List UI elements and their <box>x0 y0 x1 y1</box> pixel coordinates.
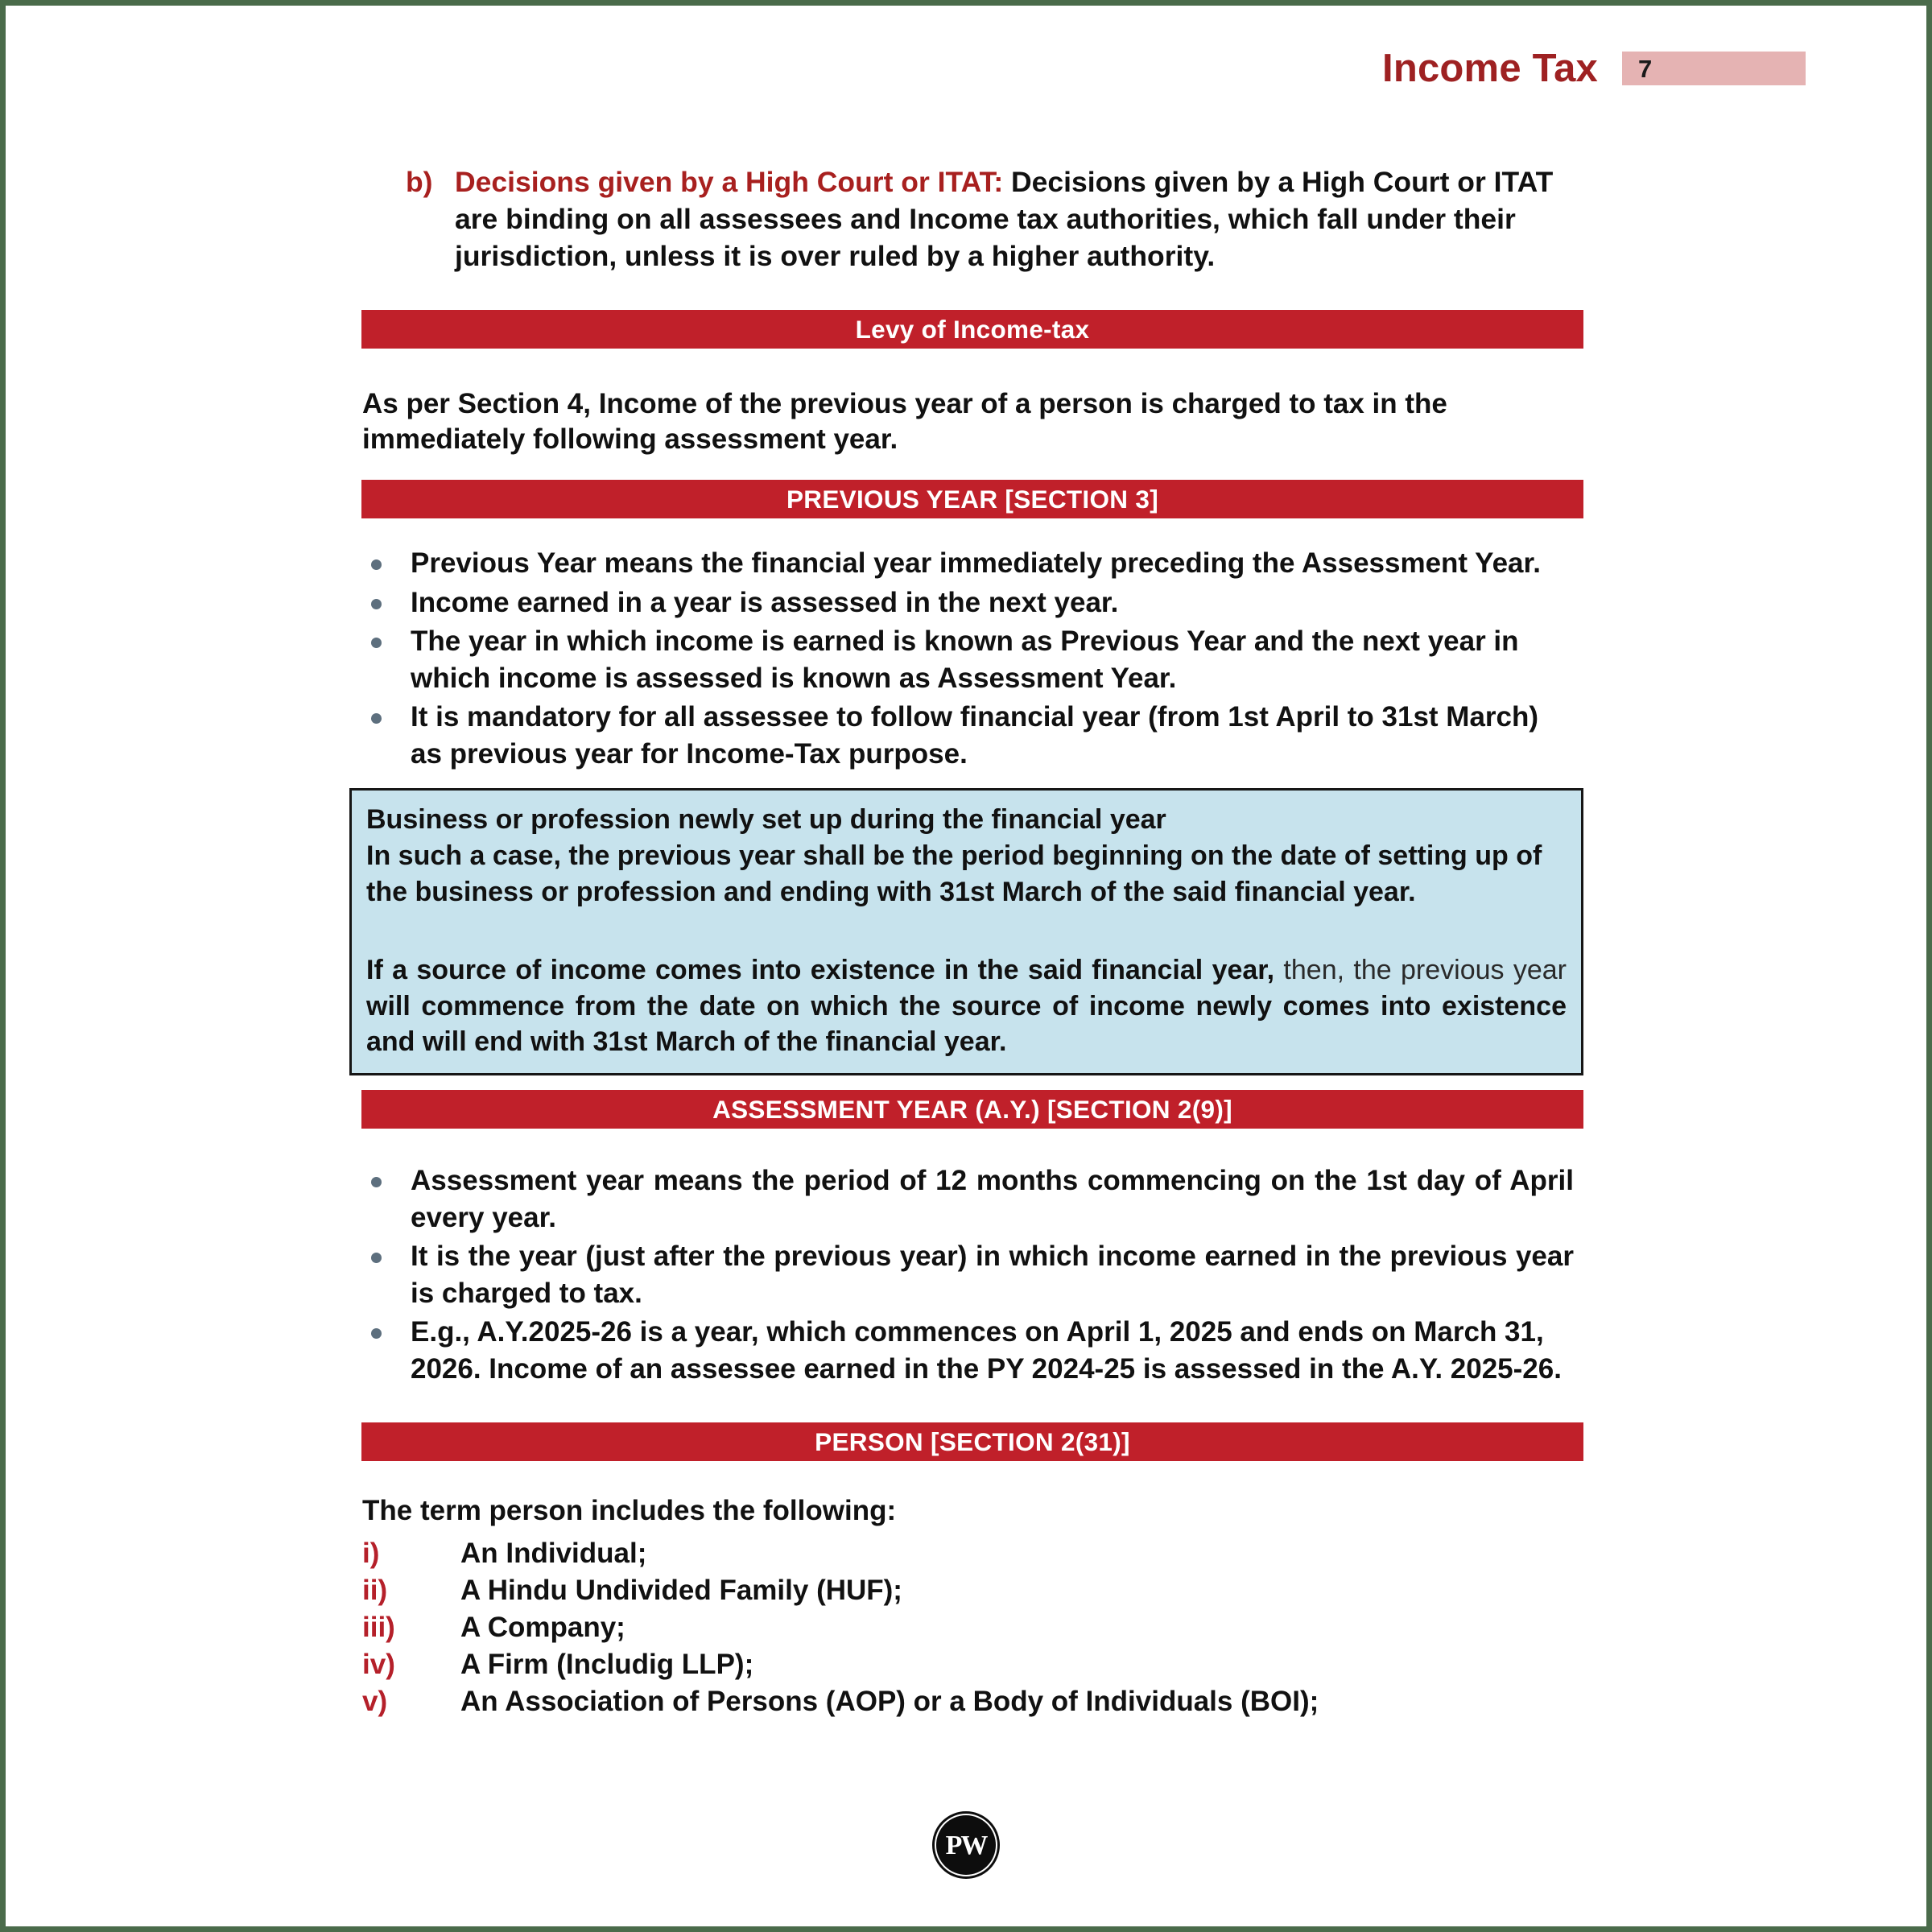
lead-list-item <box>406 163 1581 275</box>
list-item <box>362 1646 1570 1683</box>
lead-item-text <box>455 163 1581 275</box>
list-item-text: Assessment year means the period of 12 months commencing on the 1st day of April every year. <box>411 1165 1574 1233</box>
list-item <box>362 1238 1574 1311</box>
list-item-marker: iii) <box>362 1612 395 1643</box>
list-item-marker: i) <box>362 1538 380 1569</box>
list-item-text: Previous Year means the financial year immediately preceding the Assessment Year. <box>411 547 1541 579</box>
list-item <box>362 545 1574 582</box>
bullet-dot-icon <box>371 713 382 724</box>
list-item <box>362 1314 1574 1387</box>
list-item-text: Income earned in a year is assessed in the next year. <box>411 586 1119 618</box>
list-item-text: The year in which income is earned is known as Previous Year and the next year in which income is assessed is known as Assessment Year. <box>411 625 1519 694</box>
list-item-text: It is mandatory for all assessee to follow financial year (from 1st April to 31st March) as previous year for Income-Tax purpose. <box>411 701 1539 770</box>
list-item <box>362 699 1574 772</box>
callout-box <box>349 788 1583 1075</box>
section-banner-assessment-year: ASSESSMENT YEAR (A.Y.) [SECTION 2(9)] <box>361 1090 1583 1129</box>
page-number: 7 <box>1638 54 1653 83</box>
callout-p2-rest: will commence from the date on which the source of income newly comes into existence and will end with 31st March of the financial year. <box>366 990 1567 1058</box>
list-item-text: It is the year (just after the previous year) in which income earned in the previous year is charged to tax. <box>411 1241 1574 1309</box>
callout-line2: In such a case, the previous year shall be the period beginning on the date of setting up of the business or profession and ending with 31st March of the said financial year. <box>366 840 1542 907</box>
list-item-text: A Company; <box>460 1612 625 1643</box>
bullet-dot-icon <box>371 1253 382 1263</box>
page-inner <box>6 6 1926 1926</box>
lead-item-emphasis: Decisions given by a High Court or ITAT: <box>455 166 1004 198</box>
list-item-text: E.g., A.Y.2025-26 is a year, which commences on April 1, 2025 and ends on March 31, 2026. Income of an assessee earned in the PY 2024-25 is assessed in the A.Y. 2025-26. <box>411 1316 1562 1385</box>
bullet-dot-icon <box>371 599 382 609</box>
list-item <box>362 584 1574 621</box>
bullet-dot-icon <box>371 638 382 648</box>
logo-text: PW <box>945 1831 987 1860</box>
list-item <box>362 623 1574 696</box>
lead-item-body: Decisions given by a High Court or ITAT are binding on all assessees and Income tax authorities, which fall under their jurisdiction, unless it is over ruled by a higher authority. <box>455 166 1554 273</box>
lead-item-marker: b) <box>406 166 433 198</box>
list-item <box>362 1535 1570 1572</box>
list-item <box>362 1683 1570 1720</box>
person-intro: The term person includes the following: <box>362 1495 897 1526</box>
bullet-dot-icon <box>371 1177 382 1187</box>
list-item-marker: ii) <box>362 1575 388 1606</box>
callout-heading: Business or profession newly set up during the financial year <box>366 804 1166 835</box>
list-item <box>362 1572 1570 1609</box>
list-item-text: An Individual; <box>460 1538 647 1569</box>
list-item-text: A Firm (Includig LLP); <box>460 1649 754 1680</box>
callout-paragraph-2 <box>366 952 1567 1061</box>
list-item-text: A Hindu Undivided Family (HUF); <box>460 1575 902 1606</box>
bullet-dot-icon <box>371 559 382 570</box>
section-banner-levy: Levy of Income-tax <box>361 310 1583 349</box>
section-banner-person: PERSON [SECTION 2(31)] <box>361 1422 1583 1461</box>
list-item-marker: iv) <box>362 1649 395 1680</box>
bullet-dot-icon <box>371 1328 382 1339</box>
list-item-marker: v) <box>362 1686 388 1717</box>
list-item <box>362 1609 1570 1646</box>
previous-year-bullets <box>362 545 1574 774</box>
logo-circle-icon <box>936 1815 996 1875</box>
person-roman-list <box>362 1535 1570 1720</box>
callout-p2-bold: If a source of income comes into existence in the said financial year, <box>366 954 1275 985</box>
list-item <box>362 1162 1574 1236</box>
assessment-year-bullets <box>362 1162 1574 1389</box>
footer-logo <box>936 1815 996 1875</box>
section-banner-previous-year: PREVIOUS YEAR [SECTION 3] <box>361 480 1583 518</box>
page-title: Income Tax <box>1382 47 1598 90</box>
page-number-box <box>1622 52 1806 85</box>
page-header <box>1382 46 1806 91</box>
list-item-text: An Association of Persons (AOP) or a Body of Individuals (BOI); <box>460 1686 1319 1717</box>
callout-p2-light: then, the previous year <box>1274 954 1567 985</box>
levy-paragraph: As per Section 4, Income of the previous year of a person is charged to tax in the immediately following assessment year. <box>362 388 1447 456</box>
